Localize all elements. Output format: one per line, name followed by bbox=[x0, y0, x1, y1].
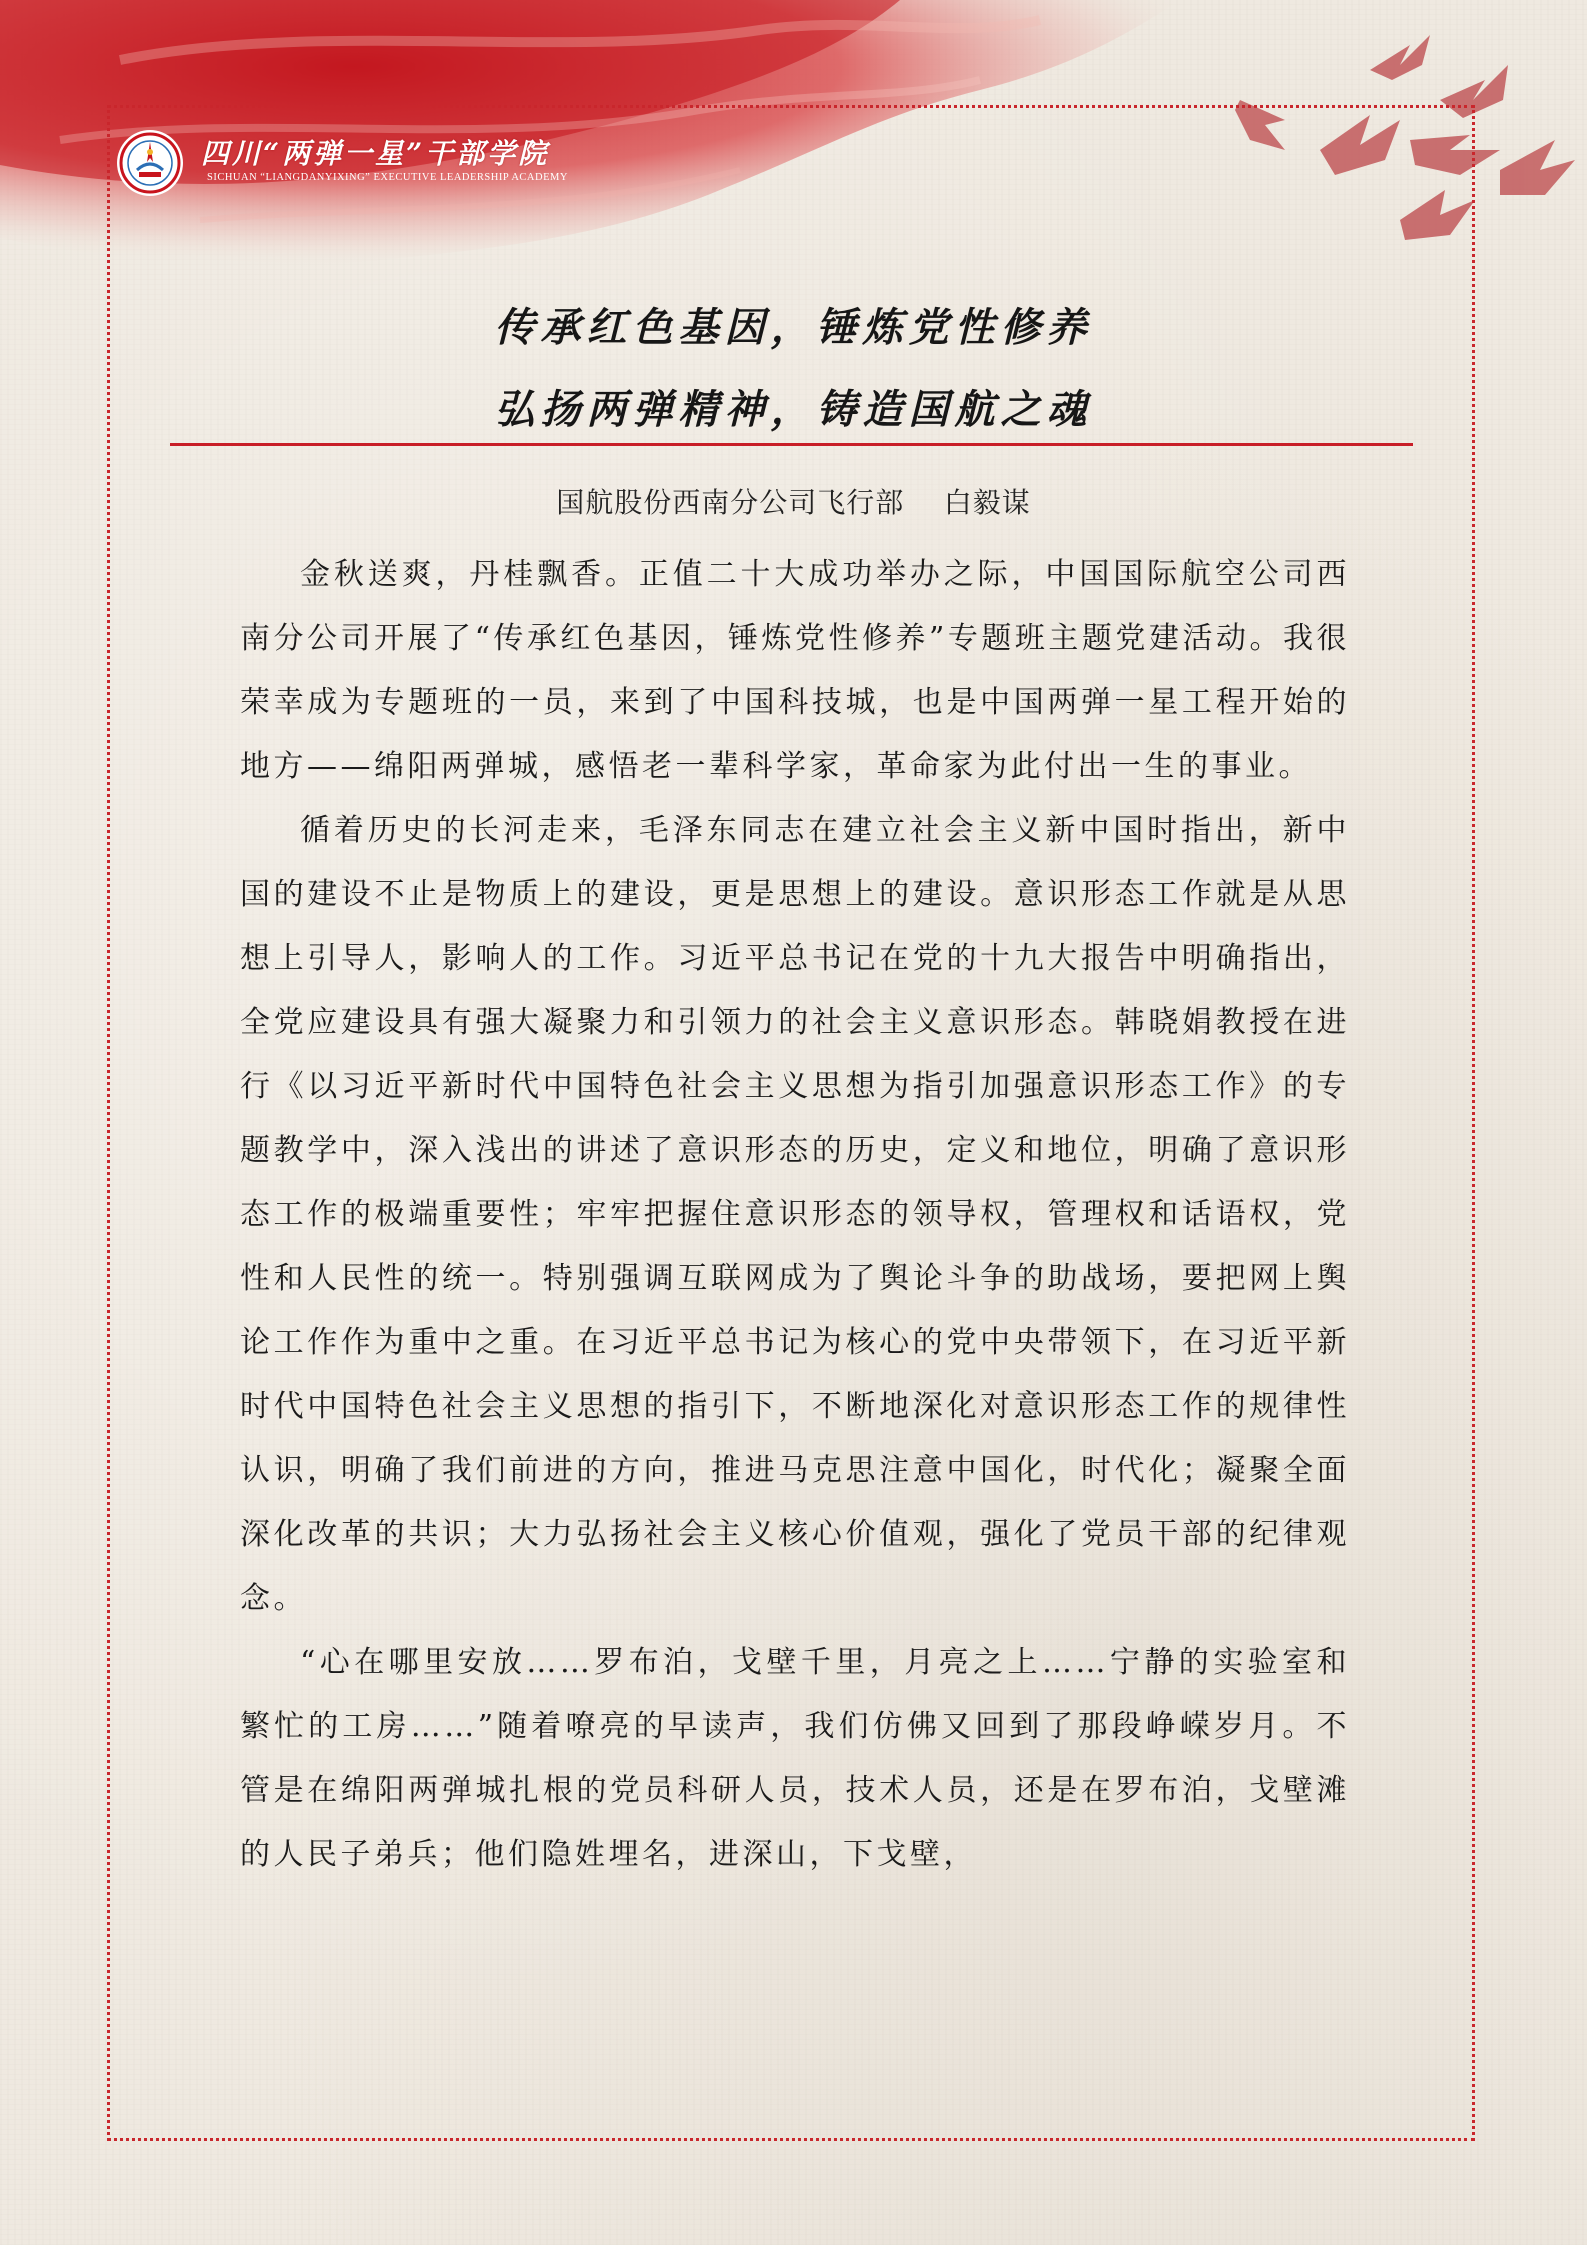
article-body bbox=[240, 543, 1350, 1887]
article-title-line-2: 弘扬两弹精神，铸造国航之魂 bbox=[494, 386, 1093, 433]
academy-name-cn: 四川“两弹一星”干部学院 bbox=[201, 137, 550, 170]
academy-emblem-icon bbox=[115, 128, 185, 198]
academy-name-en: SICHUAN “LIANGDANYIXING” EXECUTIVE LEADERSHIP ACADEMY bbox=[207, 172, 568, 183]
article-title-line-1: 传承红色基因，锤炼党性修养 bbox=[494, 304, 1093, 351]
title-divider bbox=[170, 443, 1413, 446]
article-author: 国航股份西南分公司飞行部 白毅谋 bbox=[556, 486, 1031, 519]
paragraph-1: 金秋送爽，丹桂飘香。正值二十大成功举办之际，中国国际航空公司西南分公司开展了“传承红色基因，锤炼党性修养”专题班主题党建活动。我很荣幸成为专题班的一员，来到了中国科技城，也是中国两弹一星工程开始的地方——绵阳两弹城，感悟老一辈科学家，革命家为此付出一生的事业。 bbox=[240, 557, 1350, 784]
paragraph-3: “心在哪里安放……罗布泊，戈壁千里，月亮之上……宁静的实验室和繁忙的工房……”随着嘹亮的早读声，我们仿佛又回到了那段峥嵘岁月。不管是在绵阳两弹城扎根的党员科研人员，技术人员，还是在罗布泊，戈壁滩的人民子弟兵；他们隐姓埋名，进深山，下戈壁， bbox=[240, 1645, 1350, 1872]
paragraph-2: 循着历史的长河走来，毛泽东同志在建立社会主义新中国时指出，新中国的建设不止是物质上的建设，更是思想上的建设。意识形态工作就是从思想上引导人，影响人的工作。习近平总书记在党的十九大报告中明确指出，全党应建设具有强大凝聚力和引领力的社会主义意识形态。韩晓娟教授在进行《以习近平新时代中国特色社会主义思想为指引加强意识形态工作》的专题教学中，深入浅出的讲述了意识形态的历史，定义和地位，明确了意识形态工作的极端重要性；牢牢把握住意识形态的领导权，管理权和话语权，党性和人民性的统一。特别强调互联网成为了舆论斗争的助战场，要把网上舆论工作作为重中之重。在习近平总书记为核心的党中央带领下，在习近平新时代中国特色社会主义思想的指引下，不断地深化对意识形态工作的规律性认识，明确了我们前进的方向，推进马克思注意中国化，时代化；凝聚全面深化改革的共识；大力弘扬社会主义核心价值观，强化了党员干部的纪律观念。 bbox=[240, 813, 1350, 1616]
academy-logo bbox=[115, 128, 575, 198]
